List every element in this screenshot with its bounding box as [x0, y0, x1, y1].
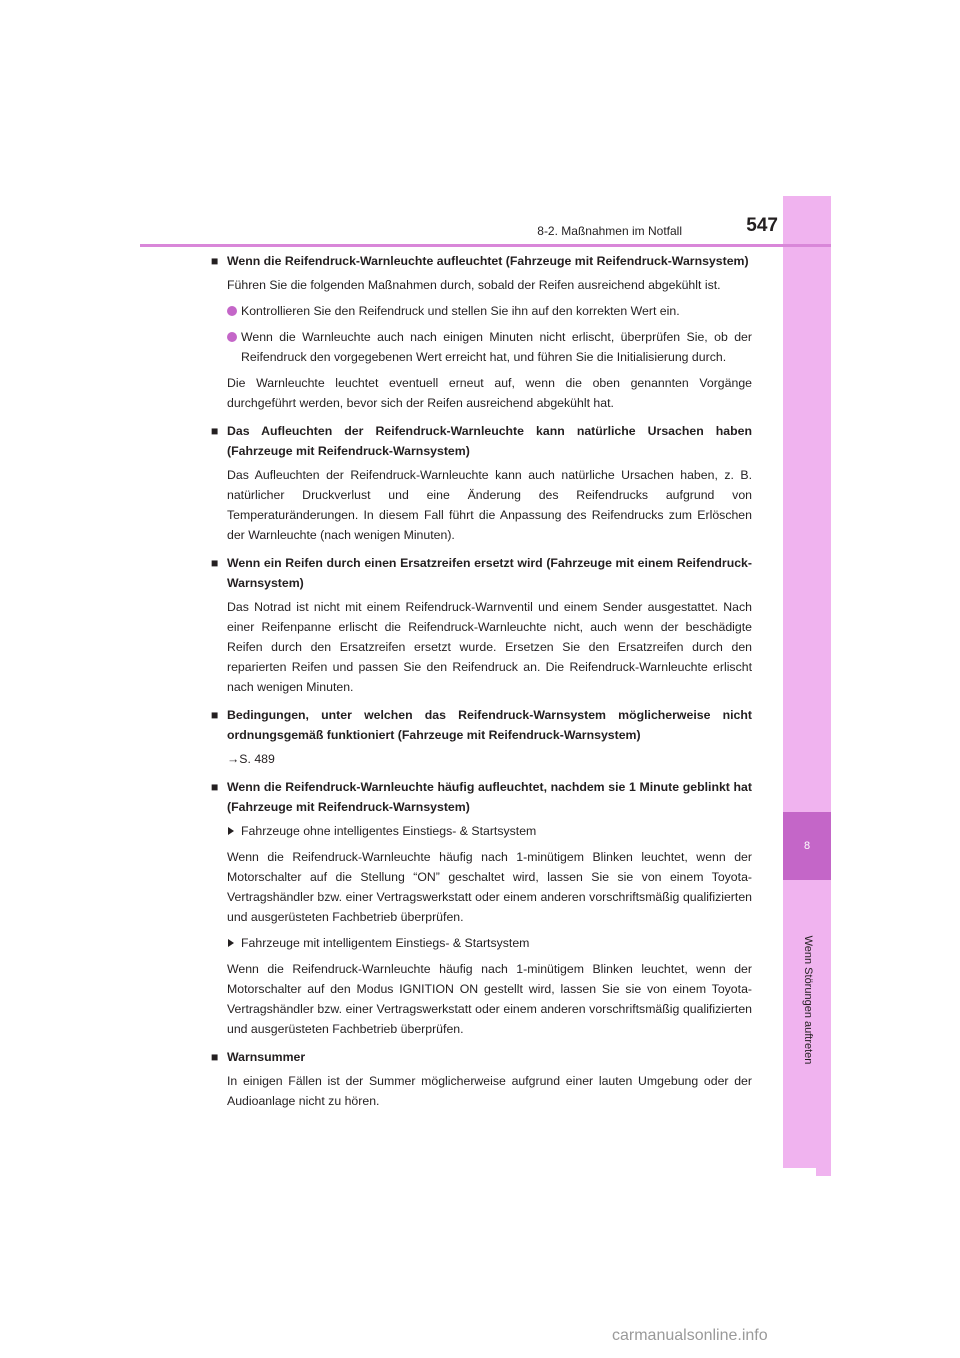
running-header-section: 8-2. Maßnahmen im Notfall [537, 224, 682, 238]
section-warning-light-on [211, 251, 752, 413]
section-heading: ■ Wenn ein Reifen durch einen Ersatzreifen ersetzt wird (Fahrzeuge mit einem Reifendruck-Warnsystem) [211, 553, 752, 593]
section-heading: ■ Das Aufleuchten der Reifendruck-Warnleuchte kann natürliche Ursachen haben (Fahrzeuge mit Reifendruck-Warnsystem) [211, 421, 752, 461]
section-natural-causes [211, 421, 752, 545]
triangle-right-icon [228, 939, 234, 947]
reference-text: S. 489 [239, 752, 275, 766]
page-number: 547 [746, 215, 778, 236]
paragraph: Das Aufleuchten der Reifendruck-Warnleuchte kann auch natürliche Ursachen haben, z. B. natürlicher Druckverlust und eine Änderung des Reifendrucks aufgrund von Temperaturänderungen. In diesem Fall führt die Anpassung des Reifendrucks zum Erlöschen der Warnleuchte (nach wenigen Minuten). [227, 468, 752, 542]
list-item: Kontrollieren Sie den Reifendruck und stellen Sie ihn auf den korrekten Wert ein. [211, 301, 752, 321]
square-bullet-icon: ■ [211, 708, 219, 722]
chapter-strip-tick [816, 1168, 831, 1176]
square-bullet-icon: ■ [211, 780, 219, 794]
chapter-number-badge [783, 812, 831, 880]
variant-title: Fahrzeuge mit intelligentem Einstiegs- & Startsystem [211, 933, 752, 953]
paragraph: Die Warnleuchte leuchtet eventuell erneut auf, wenn die oben genannten Vorgänge durchgeführt werden, bevor sich der Reifen ausreichend abgekühlt hat. [227, 376, 752, 410]
paragraph: Wenn die Reifendruck-Warnleuchte häufig nach 1-minütigem Blinken leuchtet, wenn der Motorschalter auf die Stellung “ON” geschaltet wird, lassen Sie sie von einem Toyota-Vertragshändler bzw. einer Vertragswerkstatt oder einem anderen vorschriftsmäßig qualifizierten und ausgerüsteten Fachbetrieb überprüfen. [227, 850, 752, 924]
section-malfunction-conditions [211, 705, 752, 769]
paragraph: Das Notrad ist nicht mit einem Reifendruck-Warnventil und einem Sender ausgestattet. Nach einer Reifenpanne erlischt die Reifendruck-Warnleuchte nicht, auch wenn der beschädigte Reifen durch den Ersatzreifen ersetzt wurde. Ersetzen Sie den Ersatzreifen durch den reparierten Reifen und passen Sie den Reifendruck an. Die Reifendruck-Warnleuchte erlischt nach wenigen Minuten. [227, 600, 752, 694]
paragraph: Führen Sie die folgenden Maßnahmen durch, sobald der Reifen ausreichend abgekühlt ist. [227, 278, 721, 292]
square-bullet-icon: ■ [211, 1050, 219, 1064]
page-content [211, 251, 752, 1119]
paragraph: Wenn die Reifendruck-Warnleuchte häufig nach 1-minütigem Blinken leuchtet, wenn der Motorschalter auf den Modus IGNITION ON gestellt wird, lassen Sie sie von einem Toyota-Vertragshändler bzw. einer Vertragswerkstatt oder einem anderen vorschriftsmäßig qualifizierten und ausgerüsteten Fachbetrieb überprüfen. [227, 962, 752, 1036]
section-heading: ■ Warnsummer [211, 1047, 752, 1067]
chapter-title-vertical: Wenn Störungen auftreten [802, 935, 814, 1065]
watermark: carmanualsonline.info [612, 1327, 768, 1344]
section-frequent-light [211, 777, 752, 1039]
square-bullet-icon: ■ [211, 424, 219, 438]
square-bullet-icon: ■ [211, 556, 219, 570]
reference-arrow-icon: → [227, 752, 240, 766]
section-heading: ■ Wenn die Reifendruck-Warnleuchte aufleuchtet (Fahrzeuge mit Reifendruck-Warnsystem) [211, 251, 752, 271]
section-buzzer [211, 1047, 752, 1111]
variant-title: Fahrzeuge ohne intelligentes Einstiegs- & Startsystem [211, 821, 752, 841]
header-rule [140, 244, 831, 247]
section-spare-tire [211, 553, 752, 697]
page-reference[interactable] [211, 749, 752, 769]
circle-bullet-icon [227, 306, 237, 316]
chapter-number: 8 [803, 840, 811, 852]
triangle-right-icon [228, 827, 234, 835]
section-heading: ■ Bedingungen, unter welchen das Reifendruck-Warnsystem möglicherweise nicht ordnungsgemäß funktioniert (Fahrzeuge mit Reifendruck-Warnsystem) [211, 705, 752, 745]
square-bullet-icon: ■ [211, 254, 219, 268]
list-item: Wenn die Warnleuchte auch nach einigen Minuten nicht erlischt, überprüfen Sie, ob der Reifendruck den vorgegebenen Wert erreicht hat, und führen Sie die Initialisierung durch. [211, 327, 752, 367]
circle-bullet-icon [227, 332, 237, 342]
paragraph: In einigen Fällen ist der Summer möglicherweise aufgrund einer lauten Umgebung oder der Audioanlage nicht zu hören. [227, 1074, 752, 1108]
section-heading: ■ Wenn die Reifendruck-Warnleuchte häufig aufleuchtet, nachdem sie 1 Minute geblinkt hat (Fahrzeuge mit Reifendruck-Warnsystem) [211, 777, 752, 817]
